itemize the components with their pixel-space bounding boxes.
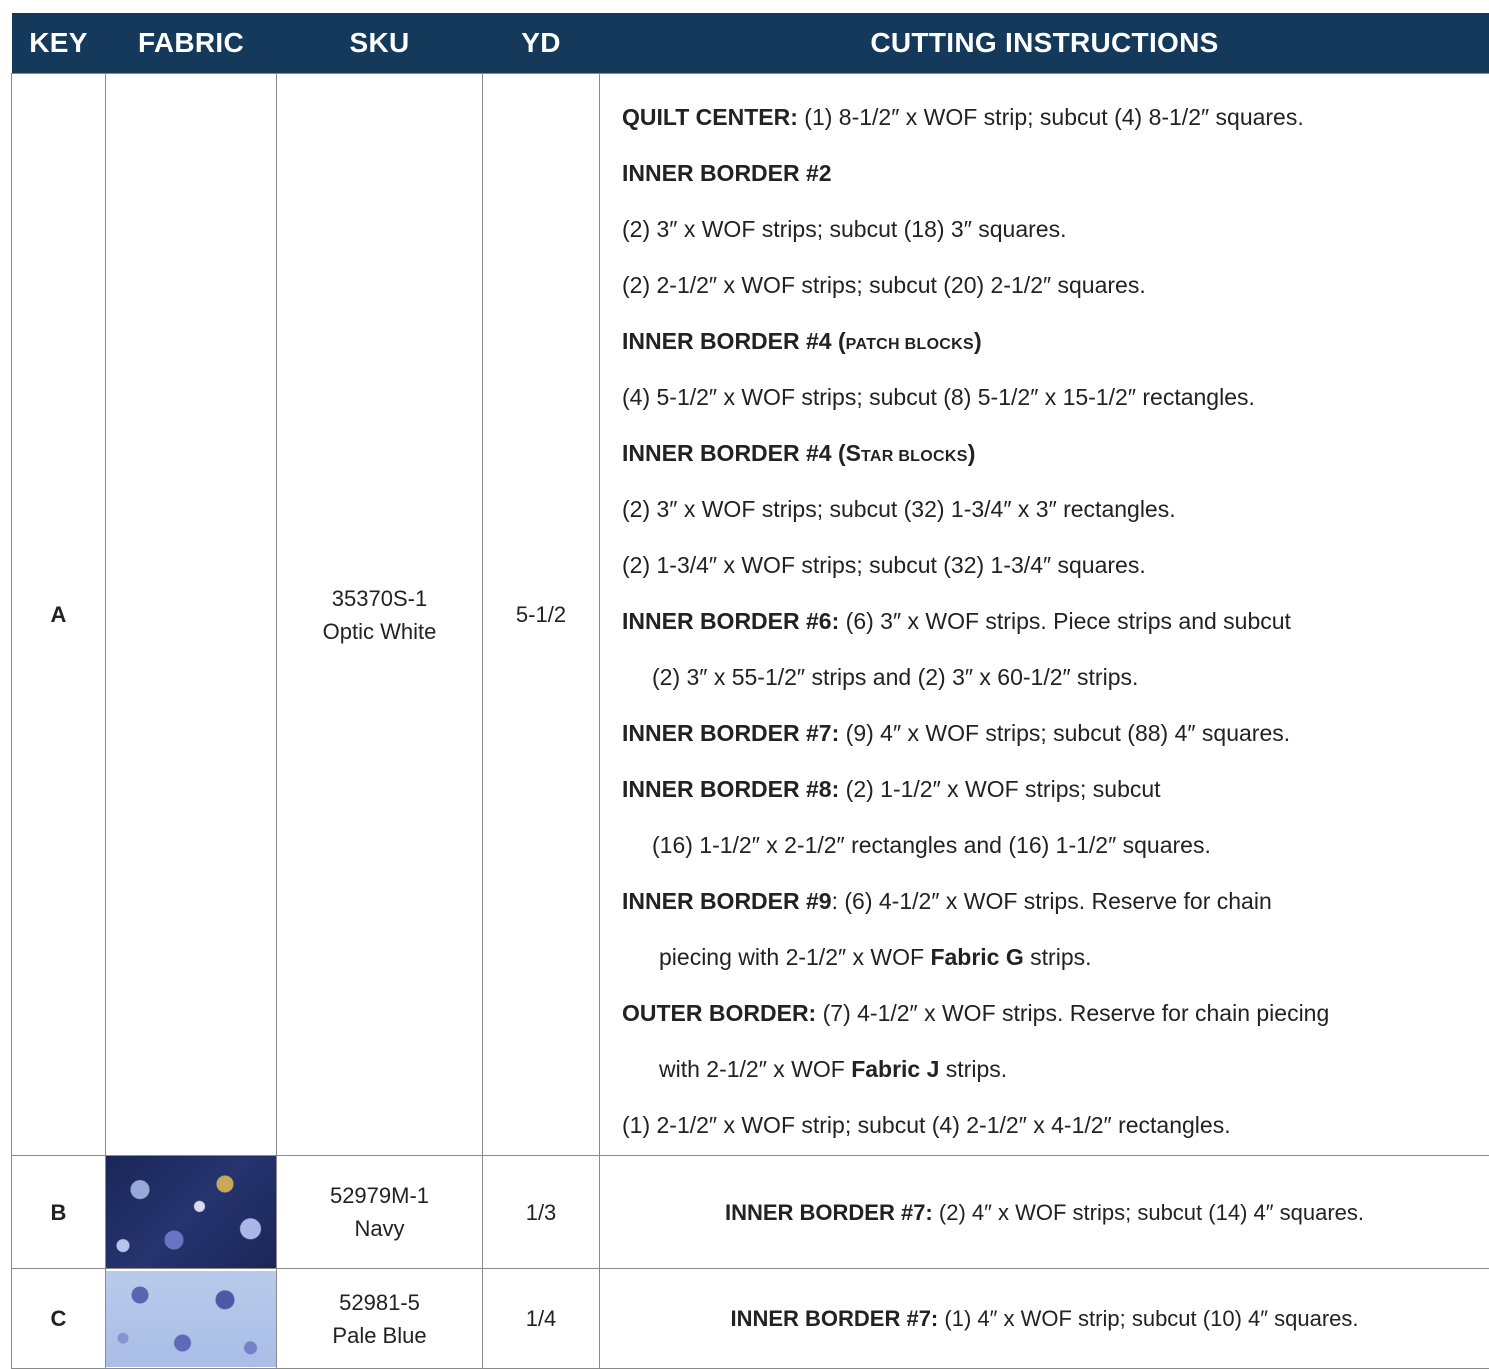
yd-cell-a: 5-1/2: [483, 74, 600, 1156]
sku-color-c: Pale Blue: [277, 1319, 482, 1352]
key-cell-c: C: [12, 1269, 106, 1369]
instructions-cell-b: INNER BORDER #7: (2) 4″ x WOF strips; subcut (14) 4″ squares.: [600, 1156, 1489, 1269]
key-cell-b: B: [12, 1156, 106, 1269]
instruction-line: INNER BORDER #2: [622, 145, 1489, 201]
sku-color-b: Navy: [277, 1212, 482, 1245]
instruction-line: INNER BORDER #7: (9) 4″ x WOF strips; subcut (88) 4″ squares.: [622, 705, 1489, 761]
instruction-line: OUTER BORDER: (7) 4-1/2″ x WOF strips. Reserve for chain piecing: [622, 985, 1489, 1041]
instruction-line: with 2-1/2″ x WOF Fabric J strips.: [622, 1041, 1489, 1097]
fabric-cell-b: [106, 1156, 277, 1269]
instruction-line: (2) 3″ x WOF strips; subcut (32) 1-3/4″ x 3″ rectangles.: [622, 481, 1489, 537]
yd-cell-b: 1/3: [483, 1156, 600, 1269]
instruction-line: piecing with 2-1/2″ x WOF Fabric G strips.: [622, 929, 1489, 985]
header-sku: SKU: [277, 13, 483, 74]
instruction-line: (16) 1-1/2″ x 2-1/2″ rectangles and (16) 1-1/2″ squares.: [622, 817, 1489, 873]
sku-cell-b: [277, 1156, 483, 1269]
instruction-line: INNER BORDER #4 (PATCH BLOCKS): [622, 313, 1489, 369]
yd-cell-c: 1/4: [483, 1269, 600, 1369]
instruction-line: INNER BORDER #8: (2) 1-1/2″ x WOF strips; subcut: [622, 761, 1489, 817]
instruction-line: (2) 3″ x WOF strips; subcut (18) 3″ squares.: [622, 201, 1489, 257]
sku-color-a: Optic White: [277, 615, 482, 648]
instruction-line: INNER BORDER #9: (6) 4-1/2″ x WOF strips. Reserve for chain: [622, 873, 1489, 929]
instructions-cell-c: INNER BORDER #7: (1) 4″ x WOF strip; subcut (10) 4″ squares.: [600, 1269, 1489, 1369]
instruction-line: INNER BORDER #4 (STAR BLOCKS): [622, 425, 1489, 481]
fabric-cell-c: [106, 1269, 277, 1369]
table-row-b: [12, 1156, 1489, 1269]
instruction-line: (2) 2-1/2″ x WOF strips; subcut (20) 2-1/2″ squares.: [622, 257, 1489, 313]
fabric-swatch-navy-floral: [106, 1156, 276, 1268]
instruction-line: (4) 5-1/2″ x WOF strips; subcut (8) 5-1/2″ x 15-1/2″ rectangles.: [622, 369, 1489, 425]
key-cell-a: A: [12, 74, 106, 1156]
sku-number-c: 52981-5: [277, 1286, 482, 1319]
cutting-table: [11, 13, 1489, 1369]
instruction-line: (2) 1-3/4″ x WOF strips; subcut (32) 1-3/4″ squares.: [622, 537, 1489, 593]
header-fabric: FABRIC: [106, 13, 277, 74]
header-yd: YD: [483, 13, 600, 74]
fabric-swatch-pale-blue-floral: [106, 1271, 276, 1367]
fabric-cell-a: [106, 74, 277, 1156]
instruction-line: (2) 3″ x 55-1/2″ strips and (2) 3″ x 60-1/2″ strips.: [622, 649, 1489, 705]
instruction-line: INNER BORDER #6: (6) 3″ x WOF strips. Piece strips and subcut: [622, 593, 1489, 649]
header-cutting-instructions: CUTTING INSTRUCTIONS: [600, 13, 1489, 74]
sku-cell-a: [277, 74, 483, 1156]
instructions-cell-a: [600, 74, 1489, 1156]
instruction-line: QUILT CENTER: (1) 8-1/2″ x WOF strip; subcut (4) 8-1/2″ squares.: [622, 89, 1489, 145]
table-row-a: [12, 74, 1489, 1156]
instruction-line: (1) 2-1/2″ x WOF strip; subcut (4) 2-1/2″ x 4-1/2″ rectangles.: [622, 1097, 1489, 1153]
sku-cell-c: [277, 1269, 483, 1369]
table-row-c: [12, 1269, 1489, 1369]
header-key: KEY: [12, 13, 106, 74]
sku-number-a: 35370S-1: [277, 582, 482, 615]
sku-number-b: 52979M-1: [277, 1179, 482, 1212]
header-row: [12, 13, 1489, 74]
